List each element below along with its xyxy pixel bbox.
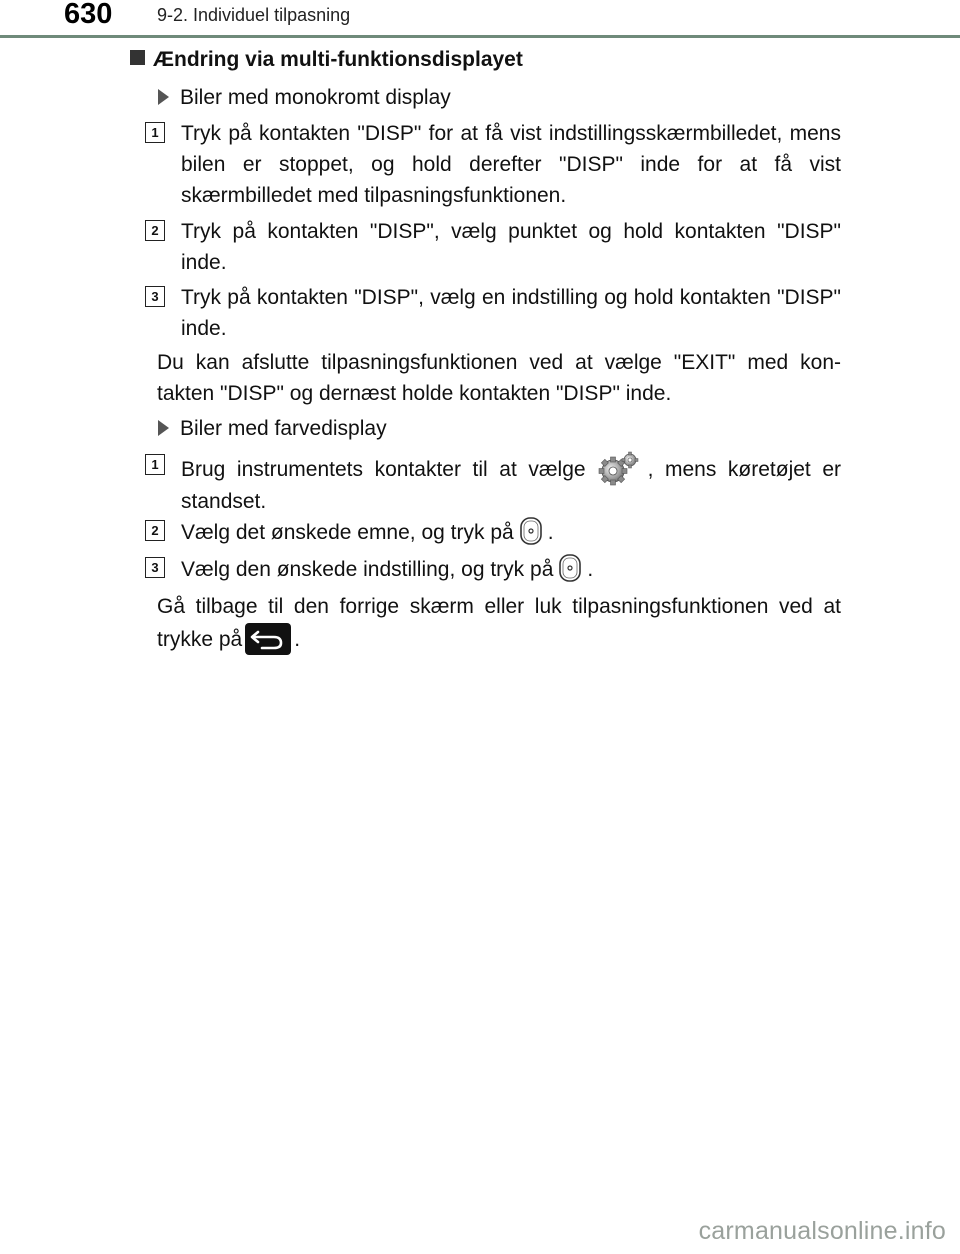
subheading-mono — [158, 86, 451, 110]
triangle-bullet-icon — [158, 89, 169, 105]
step-text-after: . — [587, 558, 594, 581]
heading-bullet-icon — [130, 50, 145, 65]
step-number: 3 — [145, 286, 165, 307]
color-note — [157, 591, 841, 656]
step-number: 1 — [145, 122, 165, 143]
step-text — [181, 553, 841, 585]
page-number: 630 — [64, 0, 113, 30]
step-text-before: Brug instrumentets kontakter til at vælge — [181, 458, 586, 481]
note-text-before: Gå tilbage til den forrige skærm eller luk tilpasningsfunktionen ved at trykke på — [157, 595, 841, 651]
subheading-color — [158, 417, 387, 441]
subheading-text: Biler med monokromt display — [180, 86, 451, 109]
step-text — [181, 450, 841, 517]
triangle-bullet-icon — [158, 420, 169, 436]
section-heading — [130, 48, 523, 72]
step-number: 1 — [145, 454, 165, 475]
subheading-text: Biler med farvedisplay — [180, 417, 387, 440]
step-number: 2 — [145, 220, 165, 241]
mono-note: Du kan afslutte tilpasningsfunktionen ved at vælge "EXIT" med kon-takten "DISP" og dernæst holde kontakten "DISP" inde. — [157, 351, 841, 405]
step-text-after: . — [547, 521, 554, 544]
step-text: Tryk på kontakten "DISP", vælg en indstilling og hold kontakten "DISP" inde. — [181, 286, 841, 340]
step-number: 2 — [145, 520, 165, 541]
note-text-after: . — [294, 628, 301, 651]
step-text: Tryk på kontakten "DISP" for at få vist indstillingsskærmbilledet, mens bilen er stoppet, og hold derefter "DISP" inde for at få vist skærmbilledet med tilpasningsfunktionen. — [181, 122, 841, 207]
back-arrow-icon — [244, 622, 292, 656]
watermark: carmanualsonline.info — [698, 1217, 946, 1245]
step-text — [181, 516, 841, 548]
step-text-before: Vælg det ønskede emne, og tryk på — [181, 521, 514, 544]
ok-button-icon — [518, 516, 544, 546]
step-text-before: Vælg den ønskede indstilling, og tryk på — [181, 558, 554, 581]
step-text: Tryk på kontakten "DISP", vælg punktet og hold kontakten "DISP" inde. — [181, 220, 841, 274]
section-title: 9-2. Individuel tilpasning — [157, 5, 351, 25]
step-number: 3 — [145, 557, 165, 578]
gear-icon — [594, 450, 640, 486]
ok-button-icon — [557, 553, 583, 583]
header-divider — [0, 35, 960, 38]
heading-text: Ændring via multi-funktionsdisplayet — [153, 48, 523, 71]
step-text-after: , mens køretøjet er standset. — [181, 458, 841, 513]
